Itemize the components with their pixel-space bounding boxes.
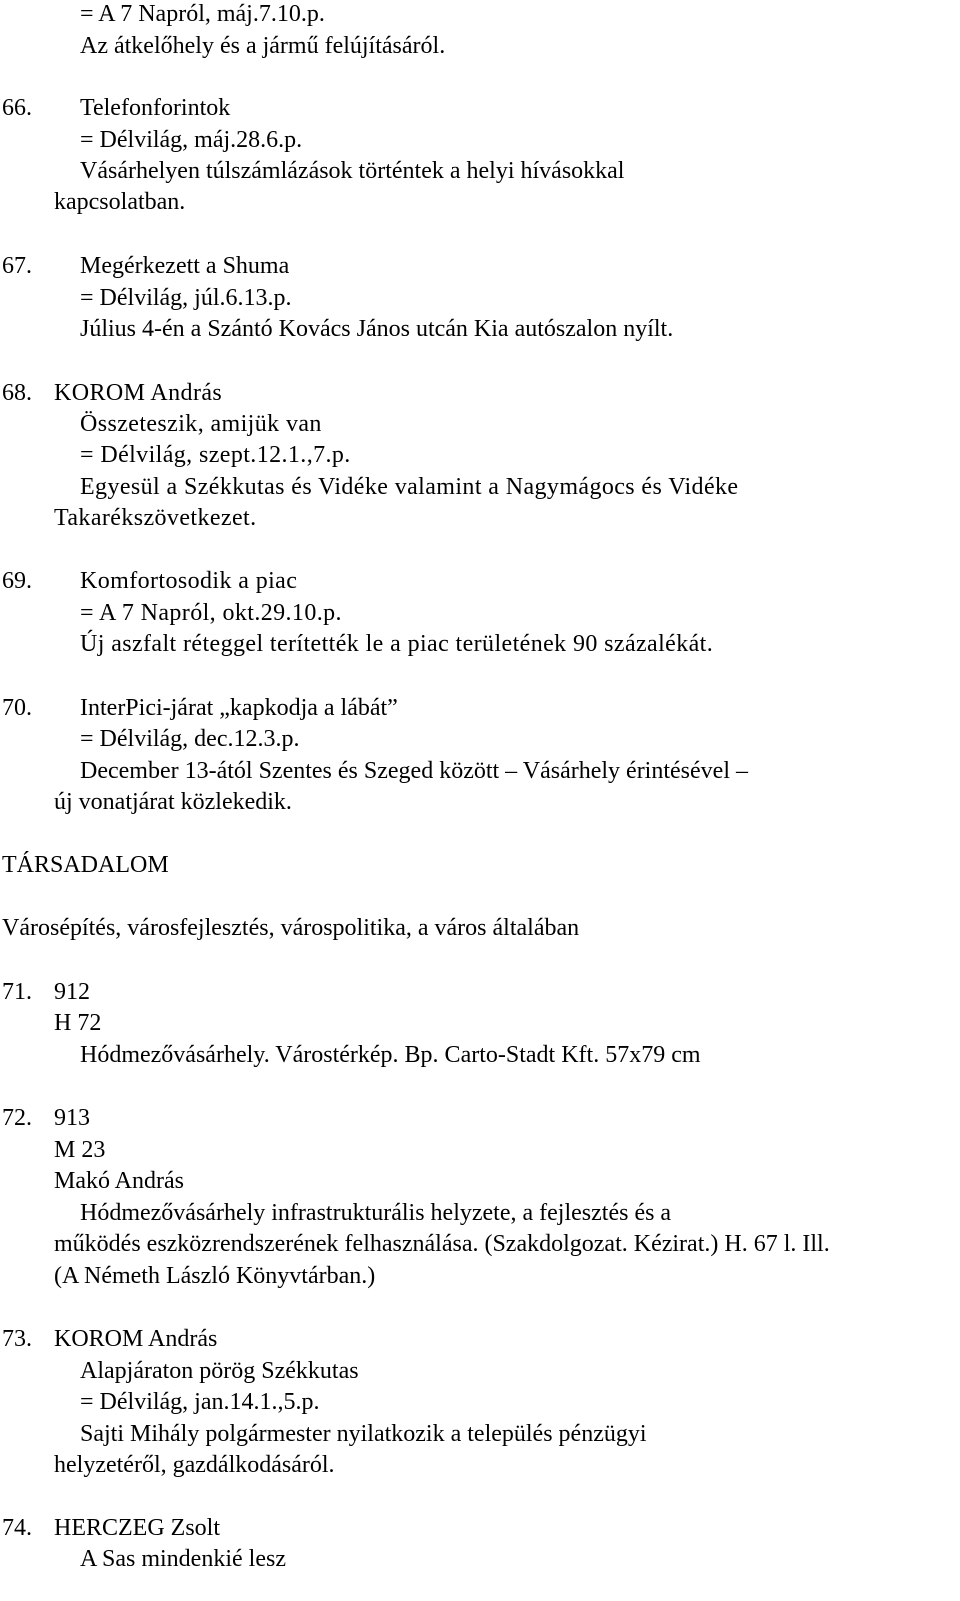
entry-note: Július 4-én a Szántó Kovács János utcán Kia autószalon nyílt. [80,316,674,342]
entry-note: Új aszfalt réteggel terítették le a piac területének 90 százalékát. [80,631,714,657]
entry-note: Egyesül a Székkutas és Vidéke valamint a Nagymágocs és Vidéke [80,474,739,500]
entry-title: Összeteszik, amijük van [80,411,322,437]
entry-number: 69. [2,568,32,594]
entry-number: 73. [2,1326,32,1352]
entry-note: Sajti Mihály polgármester nyilatkozik a település pénzügyi [80,1421,647,1447]
entry-shelfmark: H 72 [54,1010,102,1036]
entry-number: 71. [2,979,32,1005]
entry-number: 72. [2,1105,32,1131]
entry-author: Makó András [54,1168,184,1194]
entry-note-continuation: új vonatjárat közlekedik. [54,789,292,815]
entry-number: 68. [2,380,32,406]
entry-number: 66. [2,95,32,121]
entry-title: Hódmezővásárhely infrastrukturális helyzete, a fejlesztés és a [80,1200,672,1226]
entry-number: 70. [2,695,32,721]
entry-source: = A 7 Napról, okt.29.10.p. [80,600,342,626]
entry-note: Vásárhelyen túlszámlázások történtek a helyi hívásokkal [80,158,625,184]
entry-note-continuation: kapcsolatban. [54,189,186,215]
entry-note: December 13-ától Szentes és Szeged között – Vásárhely érintésével – [80,758,748,784]
entry-description: Hódmezővásárhely. Várostérkép. Bp. Carto-Stadt Kft. 57x79 cm [80,1042,701,1068]
entry-author: KOROM András [54,380,223,406]
entry-title: Megérkezett a Shuma [80,253,290,279]
entry-title: InterPici-járat „kapkodja a lábát” [80,695,398,721]
entry-number: 67. [2,253,32,279]
entry-source: = Délvilág, szept.12.1.,7.p. [80,442,351,468]
entry-title: A Sas mindenkié lesz [80,1546,286,1572]
entry-shelfmark: M 23 [54,1137,106,1163]
entry-title: Komfortosodik a piac [80,568,298,594]
entry-title: Alapjáraton pörög Székkutas [80,1358,359,1384]
entry-note-continuation: Takarékszövetkezet. [54,505,257,531]
subsection-heading: Városépítés, városfejlesztés, várospolitika, a város általában [2,915,580,941]
entry-code: 912 [54,979,90,1005]
entry-source: = Délvilág, máj.28.6.p. [80,127,303,153]
entry-author: KOROM András [54,1326,218,1352]
entry-source: = Délvilág, jan.14.1.,5.p. [80,1389,320,1415]
entry-note: Az átkelőhely és a jármű felújításáról. [80,33,446,59]
entry-title-continuation: (A Németh László Könyvtárban.) [54,1263,376,1289]
entry-number: 74. [2,1515,32,1541]
section-heading: TÁRSADALOM [2,852,169,878]
entry-note-continuation: helyzetéről, gazdálkodásáról. [54,1452,335,1478]
entry-source: = Délvilág, júl.6.13.p. [80,285,292,311]
entry-source: = Délvilág, dec.12.3.p. [80,726,300,752]
entry-title-continuation: működés eszközrendszerének felhasználása. (Szakdolgozat. Kézirat.) H. 67 l. Ill. [54,1231,830,1257]
entry-code: 913 [54,1105,90,1131]
entry-title: Telefonforintok [80,95,231,121]
entry-author: HERCZEG Zsolt [54,1515,220,1541]
entry-source: = A 7 Napról, máj.7.10.p. [80,1,325,27]
